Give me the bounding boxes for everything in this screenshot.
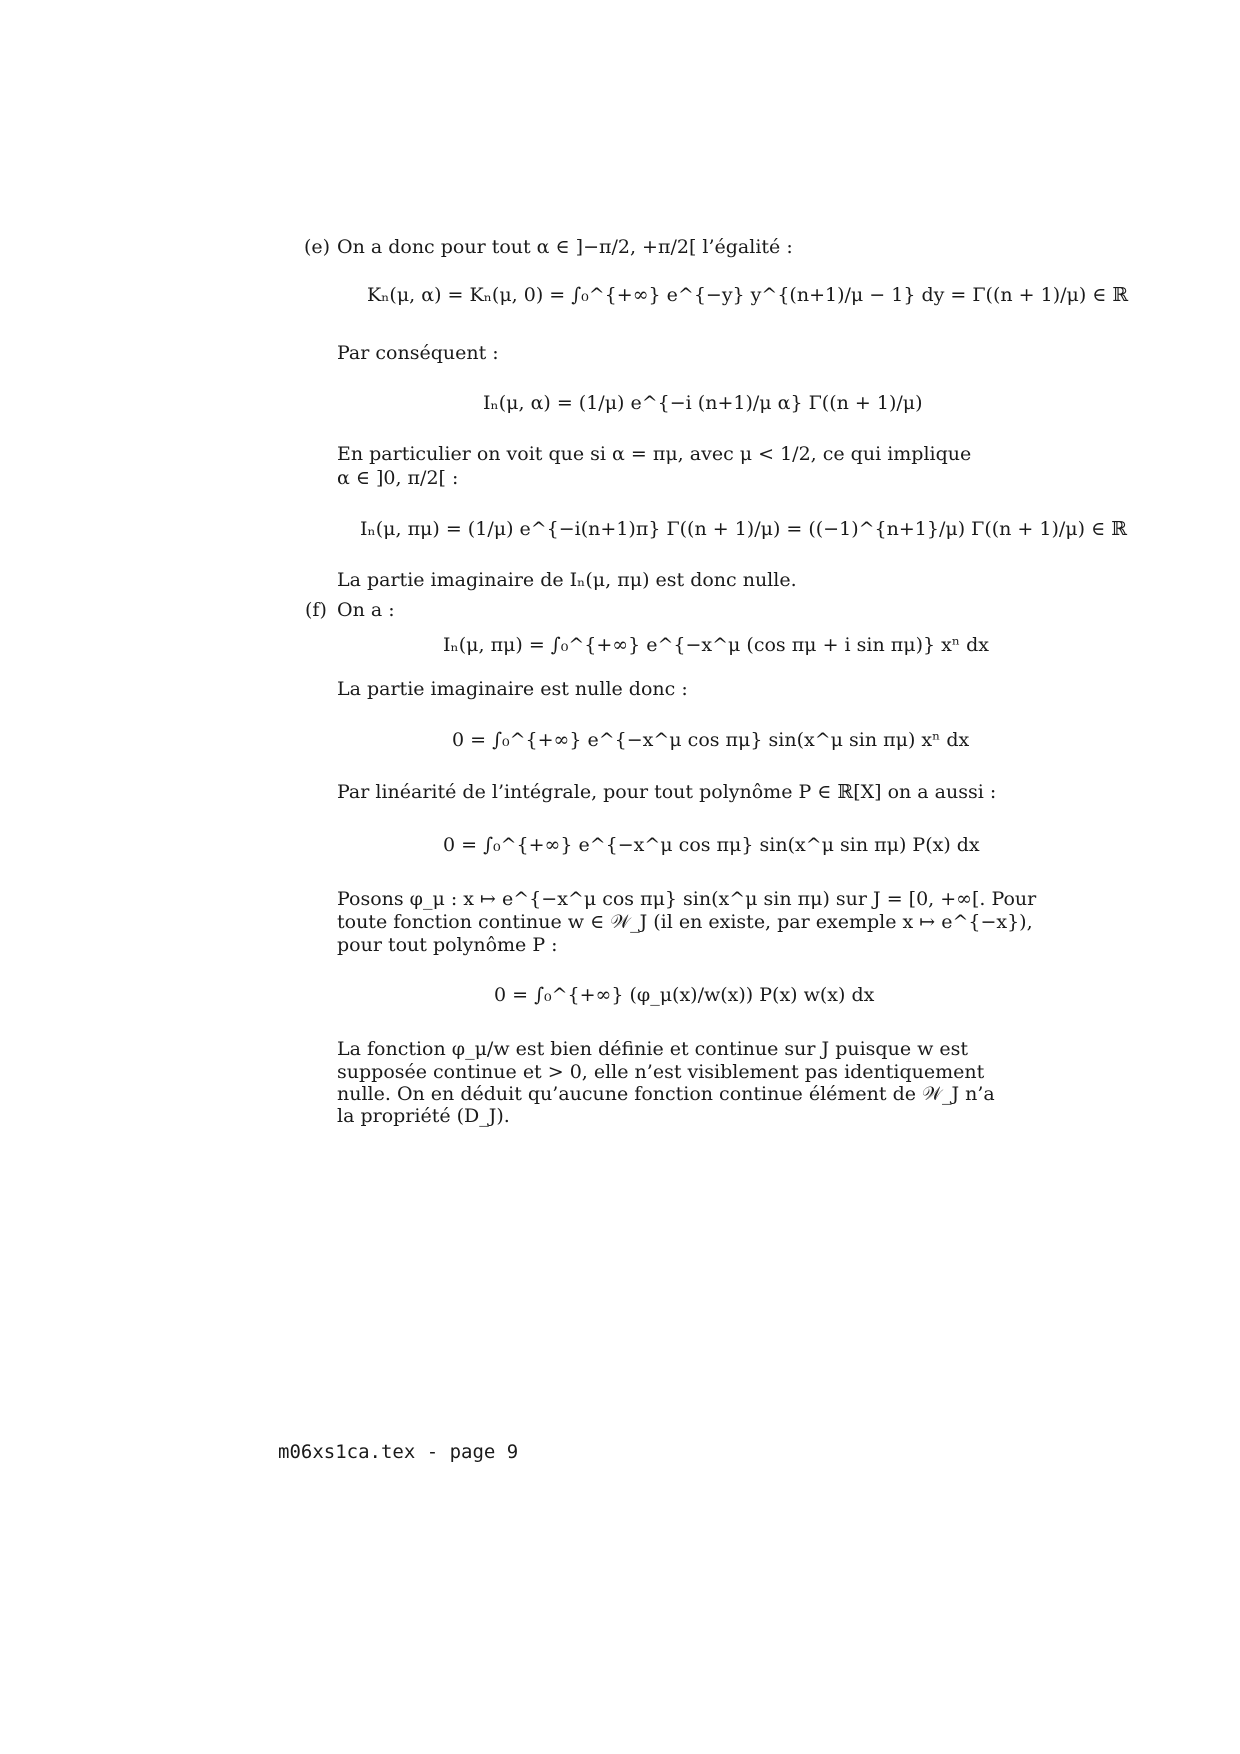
equation-i-integral: Iₙ(μ, πμ) = ∫₀^{+∞} e^{−x^μ (cos πμ + i sin πμ)} xⁿ dx [443, 634, 989, 656]
final-text-3: nulle. On en déduit qu’aucune fonction continue élément de 𝒲_J n’a [337, 1083, 995, 1105]
item-label-f: (f) [305, 599, 327, 621]
imag-part-text: La partie imaginaire est nulle donc : [337, 678, 688, 700]
equation-i-alpha: Iₙ(μ, α) = (1/μ) e^{−i (n+1)/μ α} Γ((n + 1)/μ) [483, 392, 923, 414]
page-footer: m06xs1ca.tex - page 9 [278, 1441, 519, 1463]
equation-zero-xn: 0 = ∫₀^{+∞} e^{−x^μ cos πμ} sin(x^μ sin πμ) xⁿ dx [452, 729, 970, 751]
posons-text-2: toute fonction continue w ∈ 𝒲_J (il en existe, par exemple x ↦ e^{−x}), [337, 911, 1033, 933]
equation-i-pimu: Iₙ(μ, πμ) = (1/μ) e^{−i(n+1)π} Γ((n + 1)/μ) = ((−1)^{n+1}/μ) Γ((n + 1)/μ) ∈ ℝ [360, 518, 1127, 540]
consequence-text: Par conséquent : [337, 342, 499, 364]
particular-text-1: En particulier on voit que si α = πμ, avec μ < 1/2, ce qui implique [337, 443, 972, 465]
item-f-intro: On a : [337, 599, 395, 621]
posons-text-3: pour tout polynôme P : [337, 934, 558, 956]
item-e-intro: On a donc pour tout α ∈ ]−π/2, +π/2[ l’égalité : [337, 236, 793, 258]
equation-k: Kₙ(μ, α) = Kₙ(μ, 0) = ∫₀^{+∞} e^{−y} y^{(n+1)/μ − 1} dy = Γ((n + 1)/μ) ∈ ℝ [367, 284, 1129, 306]
final-text-1: La fonction φ_μ/w est bien définie et continue sur J puisque w est [337, 1038, 969, 1060]
final-text-2: supposée continue et > 0, elle n’est visiblement pas identiquement [337, 1061, 985, 1083]
final-text-4: la propriété (D_J). [337, 1105, 510, 1127]
item-e-conclusion: La partie imaginaire de Iₙ(μ, πμ) est donc nulle. [337, 569, 797, 591]
equation-zero-poly: 0 = ∫₀^{+∞} e^{−x^μ cos πμ} sin(x^μ sin πμ) P(x) dx [443, 834, 980, 856]
particular-text-2: α ∈ ]0, π/2[ : [337, 467, 459, 489]
linearity-text: Par linéarité de l’intégrale, pour tout polynôme P ∈ ℝ[X] on a aussi : [337, 781, 997, 803]
equation-weighted: 0 = ∫₀^{+∞} (φ_μ(x)/w(x)) P(x) w(x) dx [494, 984, 875, 1006]
posons-text-1: Posons φ_μ : x ↦ e^{−x^μ cos πμ} sin(x^μ sin πμ) sur J = [0, +∞[. Pour [337, 888, 1037, 910]
item-label-e: (e) [304, 236, 331, 258]
